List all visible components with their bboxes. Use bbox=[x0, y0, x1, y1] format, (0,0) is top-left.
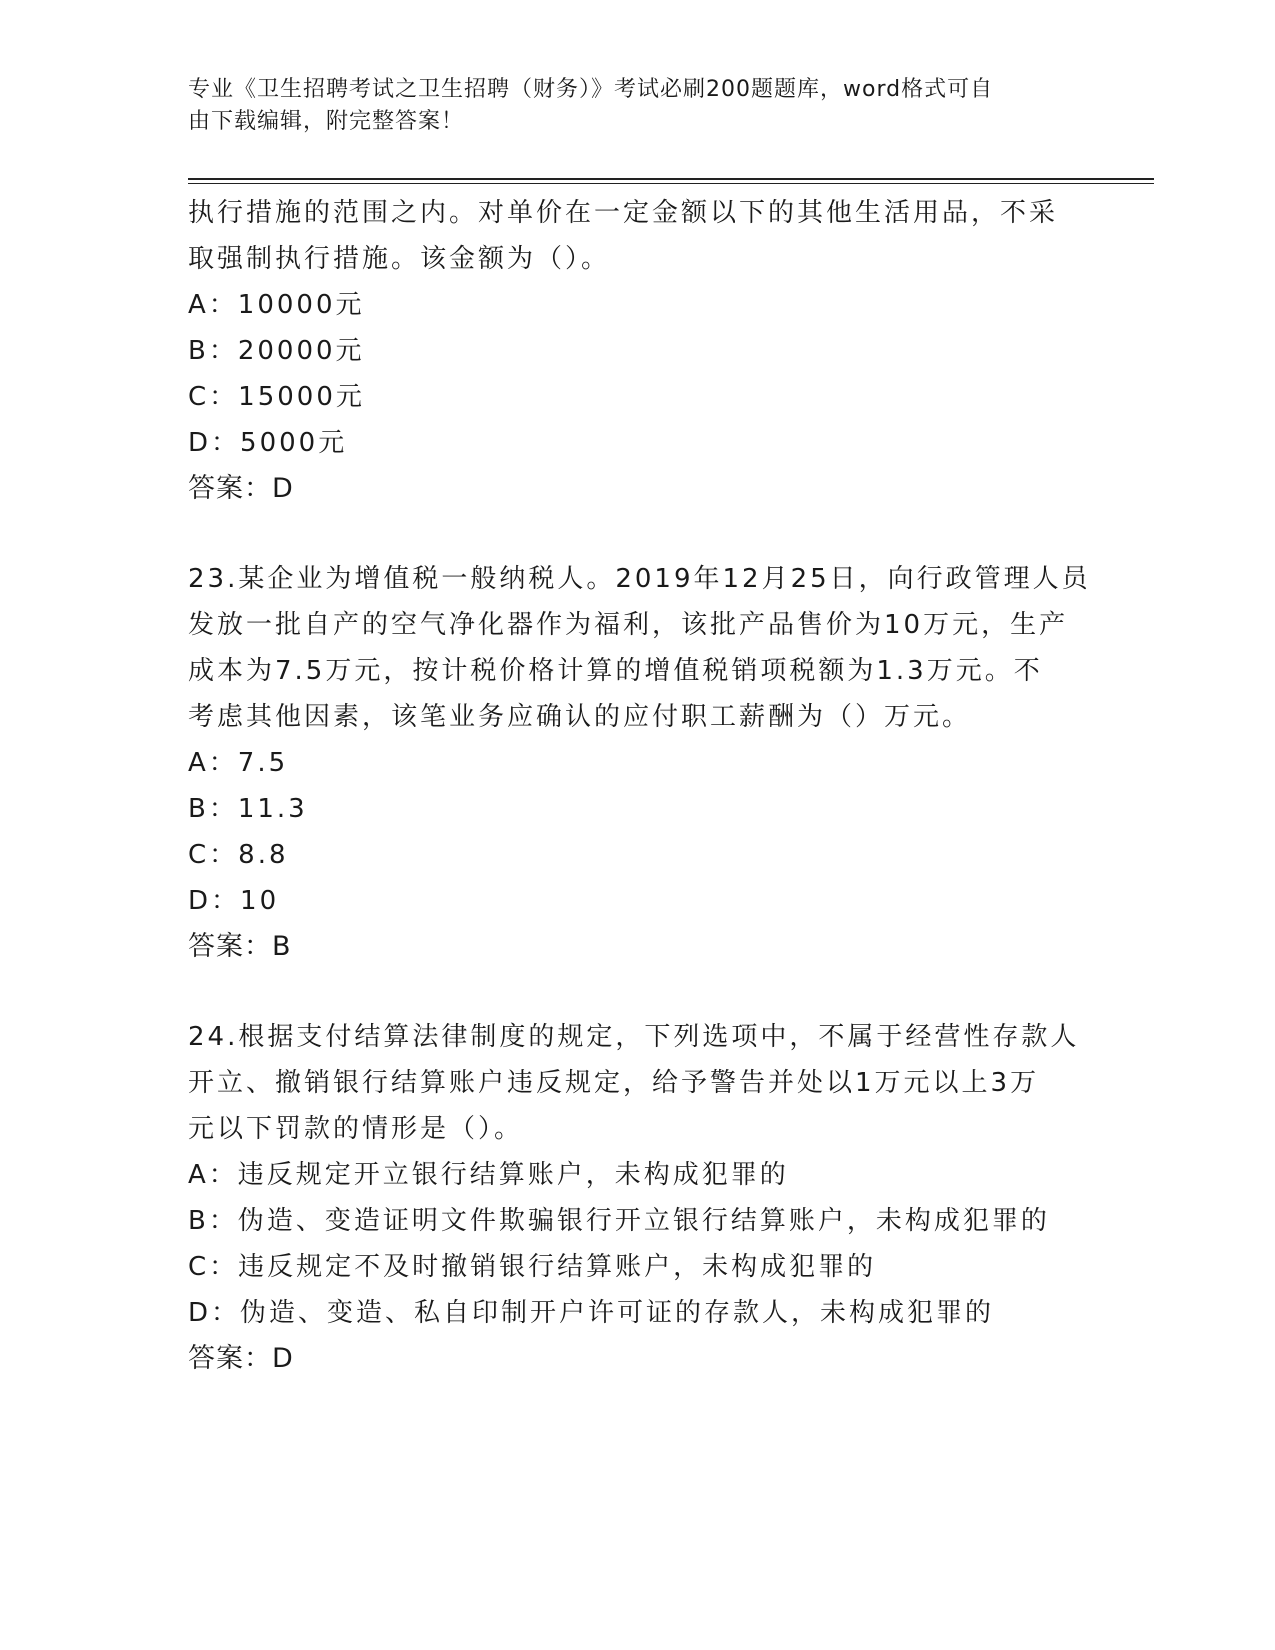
option-b: B：20000元 bbox=[188, 336, 365, 366]
question-spacer bbox=[188, 512, 1118, 556]
option-d: D：伪造、变造、私自印制开户许可证的存款人，未构成犯罪的 bbox=[188, 1298, 995, 1328]
option-c: C：15000元 bbox=[188, 382, 365, 412]
answer-line: 答案：D bbox=[188, 473, 294, 504]
option-a: A：7.5 bbox=[188, 748, 289, 778]
question-24 bbox=[188, 1014, 1118, 1382]
question-stem-line: 发放一批自产的空气净化器作为福利，该批产品售价为10万元，生产 bbox=[188, 610, 1069, 640]
option-a: A：违反规定开立银行结算账户，未构成犯罪的 bbox=[188, 1160, 789, 1190]
option-d: D：5000元 bbox=[188, 428, 348, 458]
option-c: C：违反规定不及时撤销银行结算账户，未构成犯罪的 bbox=[188, 1252, 877, 1282]
document-header bbox=[188, 74, 1088, 138]
question-spacer bbox=[188, 970, 1118, 1014]
question-23 bbox=[188, 556, 1118, 970]
question-stem-line: 考虑其他因素，该笔业务应确认的应付职工薪酬为（）万元。 bbox=[188, 702, 972, 732]
answer-line: 答案：D bbox=[188, 1343, 294, 1374]
option-c: C：8.8 bbox=[188, 840, 289, 870]
question-stem-line: 取强制执行措施。该金额为（）。 bbox=[188, 244, 611, 274]
question-stem-line: 成本为7.5万元，按计税价格计算的增值税销项税额为1.3万元。不 bbox=[188, 656, 1043, 686]
question-stem-line: 开立、撤销银行结算账户违反规定，给予警告并处以1万元以上3万 bbox=[188, 1068, 1040, 1098]
option-d: D：10 bbox=[188, 886, 280, 916]
question-stem-line: 23.某企业为增值税一般纳税人。2019年12月25日，向行政管理人员 bbox=[188, 564, 1091, 594]
header-title-line-1: 专业《卫生招聘考试之卫生招聘（财务）》考试必刷200题题库，word格式可自 bbox=[188, 77, 994, 102]
question-list bbox=[188, 190, 1118, 1382]
question-22 bbox=[188, 190, 1118, 512]
option-b: B：11.3 bbox=[188, 794, 308, 824]
option-b: B：伪造、变造证明文件欺骗银行开立银行结算账户，未构成犯罪的 bbox=[188, 1206, 1050, 1236]
answer-line: 答案：B bbox=[188, 931, 292, 962]
question-stem-line: 元以下罚款的情形是（）。 bbox=[188, 1114, 524, 1144]
header-title-line-2: 由下载编辑，附完整答案！ bbox=[188, 109, 465, 134]
header-divider bbox=[188, 178, 1154, 184]
question-stem-line: 24.根据支付结算法律制度的规定，下列选项中，不属于经营性存款人 bbox=[188, 1022, 1080, 1052]
option-a: A：10000元 bbox=[188, 290, 365, 320]
question-stem-line: 执行措施的范围之内。对单价在一定金额以下的其他生活用品，不采 bbox=[188, 198, 1059, 228]
